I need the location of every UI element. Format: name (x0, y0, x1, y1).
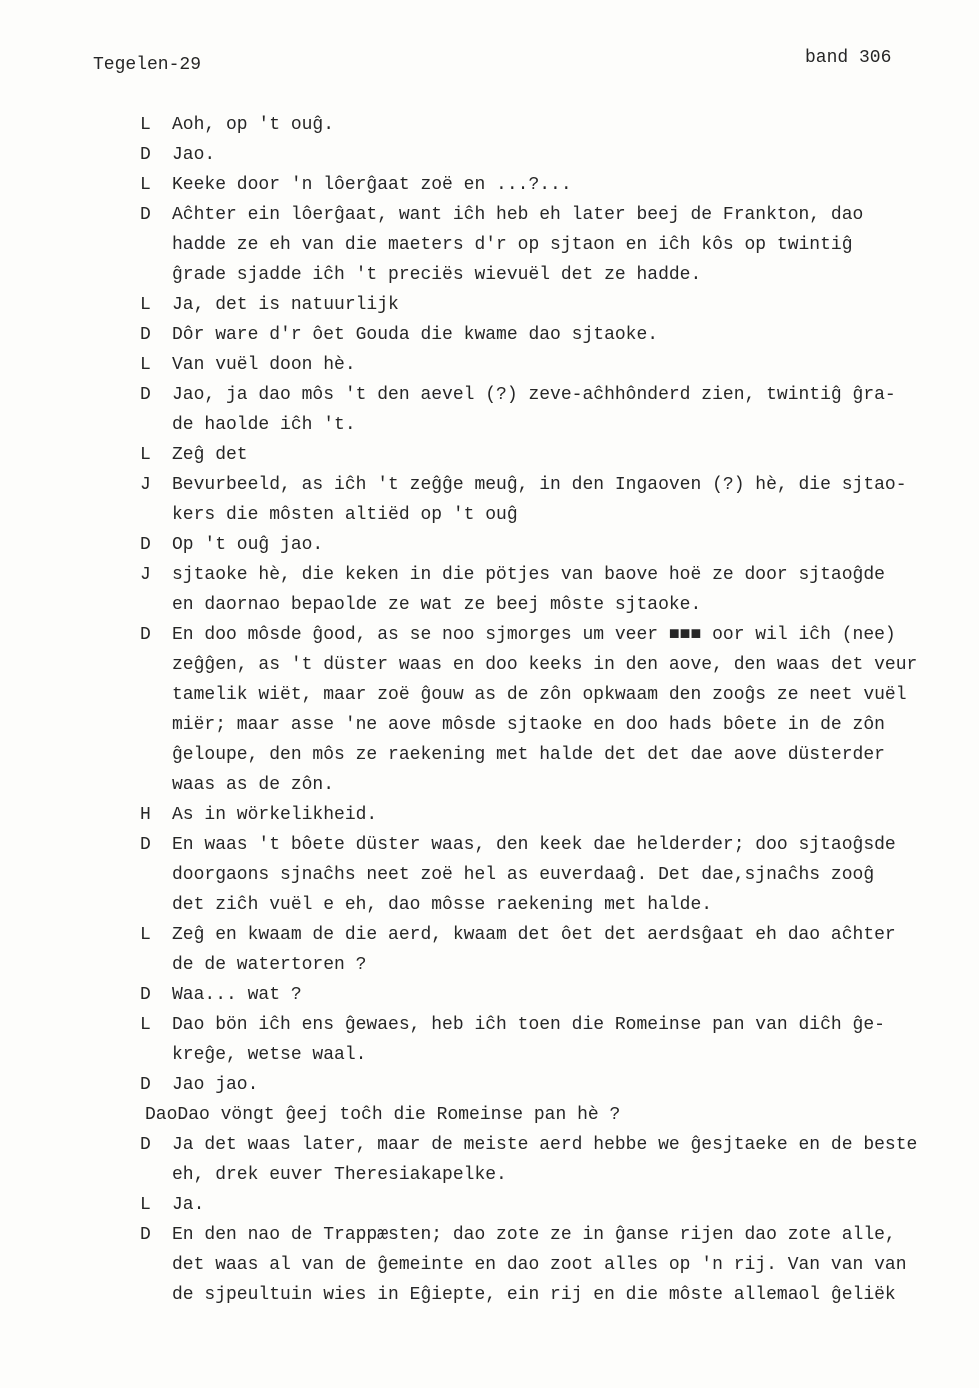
transcript-entry (0, 1220, 979, 1310)
speaker-label: L (140, 355, 151, 375)
speaker-label: D (140, 1075, 151, 1095)
page-header-title: Tegelen-29 (93, 55, 202, 75)
transcript-line: Bevurbeeld, as iĉh 't zeĝĝe meuĝ, in den Ingaoven (?) hè, die sjtao- (172, 475, 907, 495)
transcript-entry (0, 980, 979, 1010)
transcript-entry (0, 1070, 979, 1100)
transcript-line: doorgaons sjnaĉhs neet zoë hel as euverdaaĝ. Det dae,sjnaĉhs zooĝ (172, 865, 875, 885)
transcript-line: hadde ze eh van die maeters d'r op sjtaon en iĉh kôs op twintiĝ (172, 235, 853, 255)
transcript-entry (0, 350, 979, 380)
transcript-entry (0, 830, 979, 920)
transcript-body (0, 110, 979, 1310)
transcript-line: det waas al van de ĝemeinte en dao zoot alles op 'n rij. Van van van (172, 1255, 907, 1275)
speaker-label: D (140, 145, 151, 165)
transcript-line: Zeĝ en kwaam de die aerd, kwaam det ôet det aerdsĝaat eh dao aĉhter (172, 925, 896, 945)
transcript-entry (0, 920, 979, 980)
transcript-entry (0, 440, 979, 470)
transcript-line: de de watertoren ? (172, 955, 367, 975)
speaker-label: D (140, 1135, 151, 1155)
transcript-line: Op 't ouĝ jao. (172, 535, 324, 555)
speaker-label: D (140, 1225, 151, 1245)
transcript-line: waas as de zôn. (172, 775, 335, 795)
speaker-label: D (140, 985, 151, 1005)
transcript-entry (0, 1130, 979, 1190)
transcript-line: Jao jao. (172, 1075, 259, 1095)
transcript-line: kers die môsten altiëd op 't ouĝ (172, 505, 518, 525)
transcript-entry (0, 1190, 979, 1220)
transcript-line: Aoh, op 't ouĝ. (172, 115, 335, 135)
transcript-line: As in wörkelikheid. (172, 805, 378, 825)
transcript-line: En waas 't bôete düster waas, den keek dae helderder; doo sjtaoĝsde (172, 835, 896, 855)
transcript-entry (0, 110, 979, 140)
transcript-entry (0, 620, 979, 800)
transcript-entry (0, 290, 979, 320)
transcript-line: Ja det waas later, maar de meiste aerd hebbe we ĝesjtaeke en de beste (172, 1135, 918, 1155)
speaker-label: D (140, 205, 151, 225)
transcript-line: Zeĝ det (172, 445, 248, 465)
transcript-entry (0, 320, 979, 350)
transcript-line: ĝeloupe, den môs ze raekening met halde det det dae aove düsterder (172, 745, 885, 765)
speaker-label: J (140, 565, 151, 585)
transcript-line: Keeke door 'n lôerĝaat zoë en ...?... (172, 175, 572, 195)
transcript-line: tamelik wiët, maar zoë ĝouw as de zôn opkwaam den zooĝs ze neet vuël (172, 685, 907, 705)
speaker-label: L (140, 1195, 151, 1215)
transcript-entry (0, 560, 979, 620)
transcript-line: Dao bön iĉh ens ĝewaes, heb iĉh toen die Romeinse pan van diĉh ĝe- (172, 1015, 885, 1035)
transcript-line: en daornao bepaolde ze wat ze beej môste sjtaoke. (172, 595, 702, 615)
speaker-label: D (140, 625, 151, 645)
transcript-line: En doo môsde ĝood, as se noo sjmorges um veer ■■■ oor wil iĉh (nee) (172, 625, 896, 645)
transcript-line: Ja. (172, 1195, 205, 1215)
speaker-label: H (140, 805, 151, 825)
transcript-entry (0, 800, 979, 830)
transcript-line: Ja, det is natuurlijk (172, 295, 399, 315)
transcript-line: Jao, ja dao môs 't den aevel (?) zeve-aĉhhônderd zien, twintiĝ ĝra- (172, 385, 896, 405)
speaker-label: D (140, 835, 151, 855)
transcript-line: Aĉhter ein lôerĝaat, want iĉh heb eh later beej de Frankton, dao (172, 205, 864, 225)
transcript-line: Waa... wat ? (172, 985, 302, 1005)
speaker-label: D (140, 385, 151, 405)
transcript-entry (0, 140, 979, 170)
transcript-entry (0, 380, 979, 440)
transcript-entry (0, 1100, 979, 1130)
transcript-line: Van vuël doon hè. (172, 355, 356, 375)
transcript-line: kreĝe, wetse waal. (172, 1045, 367, 1065)
transcript-entry (0, 1010, 979, 1070)
transcript-line: DaoDao vöngt ĝeej toĉh die Romeinse pan hè ? (145, 1105, 621, 1125)
speaker-label: L (140, 1015, 151, 1035)
transcript-line: eh, drek euver Theresiakapelke. (172, 1165, 507, 1185)
transcript-line: Dôr ware d'r ôet Gouda die kwame dao sjtaoke. (172, 325, 659, 345)
speaker-label: L (140, 175, 151, 195)
speaker-label: L (140, 115, 151, 135)
transcript-line: miër; maar asse 'ne aove môsde sjtaoke en doo hads bôete in de zôn (172, 715, 885, 735)
transcript-line: det ziĉh vuël e eh, dao môsse raekening met halde. (172, 895, 713, 915)
transcript-line: zeĝĝen, as 't düster waas en doo keeks in den aove, den waas det veur (172, 655, 918, 675)
page-header-band-number: band 306 (805, 48, 892, 68)
speaker-label: J (140, 475, 151, 495)
speaker-label: D (140, 325, 151, 345)
speaker-label: L (140, 295, 151, 315)
speaker-label: D (140, 535, 151, 555)
transcript-line: Jao. (172, 145, 216, 165)
transcript-entry (0, 170, 979, 200)
transcript-line: sjtaoke hè, die keken in die pötjes van baove hoë ze door sjtaoĝde (172, 565, 885, 585)
transcript-line: de sjpeultuin wies in Eĝiepte, ein rij en die môste allemaol ĝeliëk (172, 1285, 896, 1305)
transcript-line: de haolde iĉh 't. (172, 415, 356, 435)
transcript-entry (0, 470, 979, 530)
transcript-line: ĝrade sjadde iĉh 't preciës wievuël det ze hadde. (172, 265, 702, 285)
transcript-entry (0, 200, 979, 290)
transcript-line: En den nao de Trappæsten; dao zote ze in ĝanse rijen dao zote alle, (172, 1225, 896, 1245)
speaker-label: L (140, 445, 151, 465)
speaker-label: L (140, 925, 151, 945)
transcript-entry (0, 530, 979, 560)
